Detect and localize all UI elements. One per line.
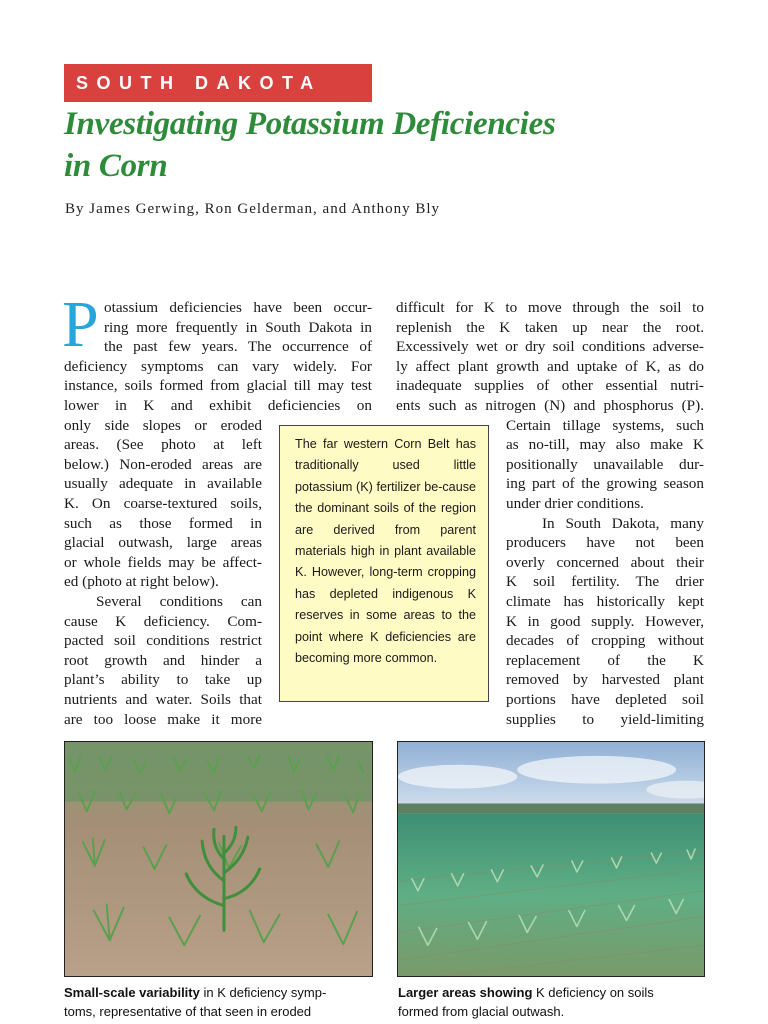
body-line: pacted soil conditions restrict: [64, 632, 262, 650]
body-line: such as those formed in: [64, 514, 262, 532]
body-line: only side slopes or eroded: [64, 416, 262, 434]
caption-right-text-2: formed from glacial outwash.: [398, 1004, 565, 1019]
body-line: Certain tillage systems, such: [506, 416, 704, 434]
body-line: In South Dakota, many: [542, 514, 704, 532]
caption-right-text-1: K deficiency on soils: [532, 985, 654, 1000]
body-line: areas. (See photo at left: [64, 436, 262, 454]
caption-right-bold: Larger areas showing: [398, 985, 533, 1000]
body-line: ing part of the growing season: [506, 475, 704, 493]
body-line: Excessively wet or dry soil conditions adverse-: [396, 338, 704, 356]
section-banner: SOUTH DAKOTA: [64, 64, 372, 102]
title-line-2: in Corn: [64, 148, 168, 184]
body-line: ly affect plant growth and uptake of K, as do: [396, 357, 704, 375]
body-line: positionally unavailable dur-: [506, 455, 704, 473]
body-line: plant’s ability to take up: [64, 671, 262, 689]
body-line: or whole fields may be affect-: [64, 553, 262, 571]
corn-field-closeup-image: [65, 742, 372, 976]
photo-larger-areas: [397, 741, 705, 977]
body-line: instance, soils formed from glacial till may test: [64, 377, 372, 395]
body-line: K soil fertility. The drier: [506, 573, 704, 591]
caption-left-bold: Small-scale variability: [64, 985, 200, 1000]
body-line: K in good supply. However,: [506, 612, 704, 630]
caption-left: [64, 983, 374, 1021]
body-line: replacement of the K: [506, 651, 704, 669]
body-line: K. On coarse-textured soils,: [64, 495, 262, 512]
body-line: under drier conditions.: [506, 495, 644, 512]
byline: By James Gerwing, Ron Gelderman, and Anthony Bly: [65, 201, 441, 217]
body-line: otassium deficiencies have been occur-: [104, 299, 372, 316]
body-line: deficiency symptoms can vary widely. For: [64, 357, 372, 375]
title-line-1: Investigating Potassium Deficiencies: [64, 106, 556, 142]
body-line: portions have depleted soil: [506, 691, 704, 708]
body-line: ed (photo at right below).: [64, 573, 219, 591]
body-line: replenish the K taken up near the root.: [396, 318, 704, 336]
caption-left-text-1: in K deficiency symp-: [199, 985, 327, 1000]
body-line: inadequate supplies of other essential nutri-: [396, 377, 704, 395]
drop-cap: P: [62, 288, 99, 361]
caption-right: [398, 983, 708, 1021]
article-title: [64, 103, 704, 187]
body-line: Several conditions can: [96, 593, 262, 610]
body-line: lower in K and exhibit deficiencies on: [64, 397, 372, 414]
body-line: climate has historically kept: [506, 593, 704, 610]
body-line: are too loose make it more: [64, 710, 262, 728]
body-line: as no-till, may also make K: [506, 436, 704, 454]
body-line: producers have not been: [506, 534, 704, 552]
body-line: supplies to yield-limiting: [506, 710, 704, 728]
body-line: glacial outwash, large areas: [64, 534, 262, 552]
photo-small-scale-variability: [64, 741, 373, 977]
body-line: usually adequate in available: [64, 475, 262, 493]
body-line: ring more frequently in South Dakota in: [104, 318, 372, 336]
callout-box: [279, 425, 489, 702]
caption-left-text-2: toms, representative of that seen in eroded: [64, 1004, 312, 1019]
body-line: overly concerned about their: [506, 553, 704, 571]
body-line: removed by harvested plant: [506, 671, 704, 689]
body-line: the past few years. The occurrence of: [104, 338, 372, 356]
body-line: below.) Non-eroded areas are: [64, 455, 262, 473]
body-line: ents such as nitrogen (N) and phosphorus (P).: [396, 397, 704, 414]
body-line: cause K deficiency. Com-: [64, 612, 262, 630]
body-line: decades of cropping without: [506, 632, 704, 650]
corn-field-wide-image: [398, 742, 704, 976]
body-line: nutrients and water. Soils that: [64, 691, 262, 708]
body-line: difficult for K to move through the soil to: [396, 299, 704, 316]
callout-text: The far western Corn Belt has traditionally used little potassium (K) fertilizer be-cause the dominant soils of the region are derived from parent materials high in plant available K. However, long-term cropping has depleted indigenous K reserves in some areas to the point where K deficiencies are becoming more common.: [295, 437, 476, 666]
body-line: root growth and hinder a: [64, 651, 262, 669]
